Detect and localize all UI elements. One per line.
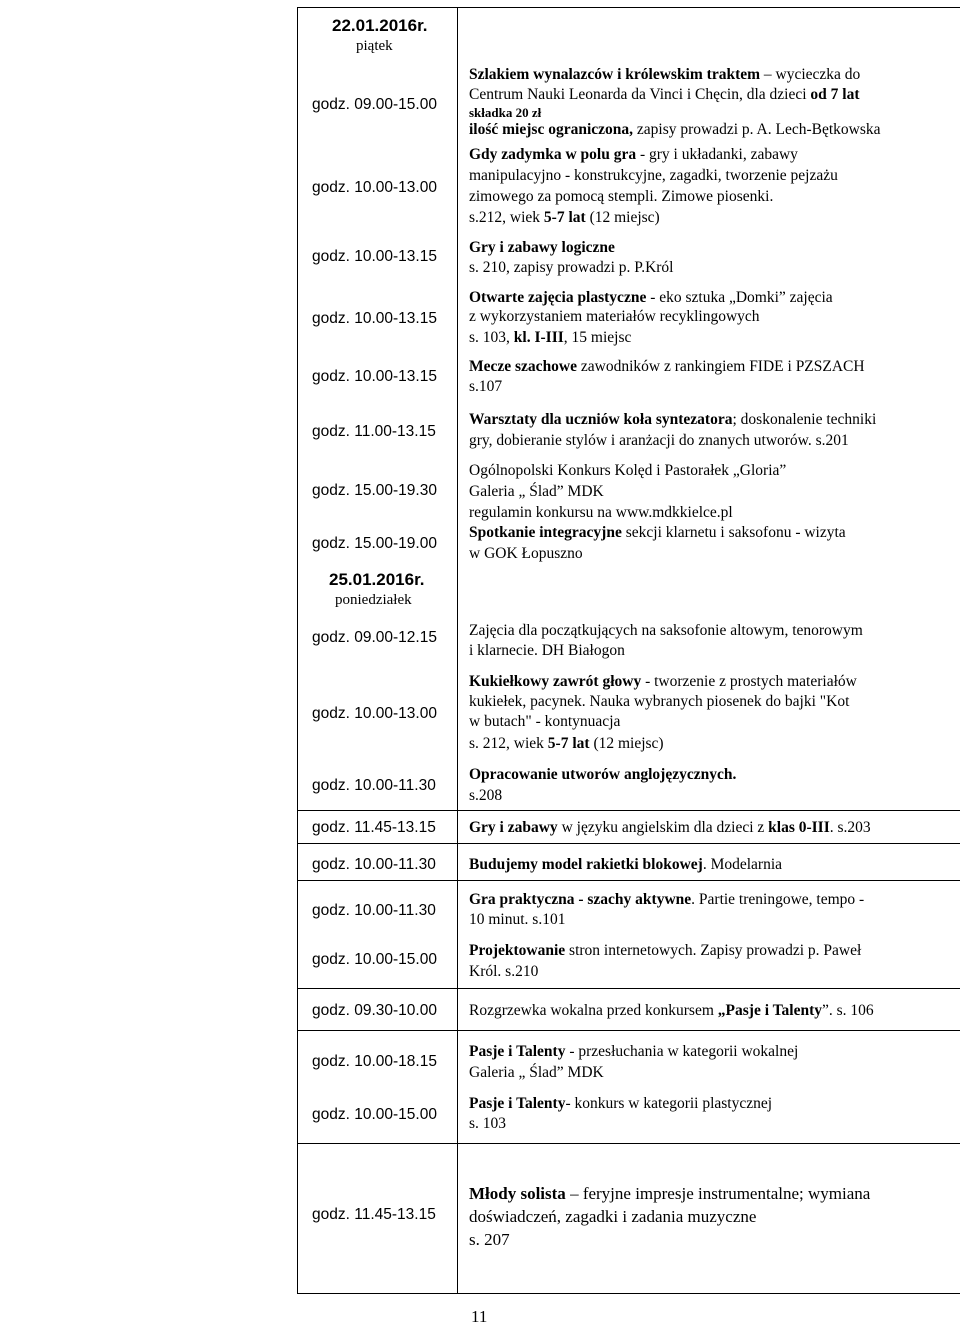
table-border-top [297, 7, 960, 8]
event-line: Gry i zabawy w języku angielskim dla dzieci z klas 0-III. s.203 [469, 819, 871, 836]
event-line: Mecze szachowe zawodników z rankingiem FIDE i PZSZACH [469, 358, 865, 375]
event-line: Pasje i Talenty- konkurs w kategorii plastycznej [469, 1095, 773, 1112]
row-divider [297, 880, 960, 881]
event-line: Ogólnopolski Konkurs Kolęd i Pastorałek „Gloria” [469, 462, 787, 479]
event-line: s. 212, wiek 5-7 lat (12 miejsc) [469, 735, 664, 752]
event-line: Pasje i Talenty - przesłuchania w kategorii wokalnej [469, 1043, 799, 1060]
event-line: Gry i zabawy logiczne [469, 239, 615, 256]
event-time: godz. 10.00-13.15 [312, 368, 437, 385]
event-line: ilość miejsc ograniczona, zapisy prowadzi p. A. Lech-Bętkowska [469, 121, 881, 138]
table-divider [457, 7, 458, 1294]
event-time: godz. 10.00-11.30 [312, 856, 436, 873]
event-line: w GOK Łopuszno [469, 545, 583, 562]
event-line: Galeria „ Ślad” MDK [469, 483, 604, 500]
event-line: w butach" - kontynuacja [469, 713, 621, 730]
event-line: kukiełek, pacynek. Nauka wybranych piosenek do bajki "Kot [469, 693, 850, 710]
event-time: godz. 10.00-13.15 [312, 248, 437, 265]
event-line: Otwarte zajęcia plastyczne - eko sztuka „Domki” zajęcia [469, 289, 833, 306]
event-time: godz. 15.00-19.00 [312, 535, 437, 552]
event-time: godz. 10.00-11.30 [312, 902, 436, 919]
event-line: Zajęcia dla początkujących na saksofonie altowym, tenorowym [469, 622, 863, 639]
day-weekday: piątek [356, 38, 393, 54]
event-time: godz. 09.00-15.00 [312, 96, 437, 113]
event-time: godz. 11.00-13.15 [312, 423, 436, 440]
event-line: Kukiełkowy zawrót głowy - tworzenie z prostych materiałów [469, 673, 857, 690]
event-time: godz. 15.00-19.30 [312, 482, 437, 499]
table-border-left [297, 7, 298, 1294]
event-time: godz. 11.45-13.15 [312, 819, 436, 836]
event-line: regulamin konkursu na www.mdkkielce.pl [469, 504, 733, 521]
event-line: Szlakiem wynalazców i królewskim traktem – wycieczka do [469, 66, 861, 83]
event-line: Galeria „ Ślad” MDK [469, 1064, 604, 1081]
event-line: gry, dobieranie stylów i aranżacji do znanych utworów. s.201 [469, 432, 849, 449]
event-line: Gdy zadymka w polu gra - gry i układanki, zabawy [469, 146, 798, 163]
event-line: s.208 [469, 787, 503, 804]
table-border-bottom [297, 1293, 960, 1294]
event-time: godz. 10.00-13.00 [312, 705, 437, 722]
row-divider [297, 810, 960, 811]
day-weekday: poniedziałek [335, 592, 412, 608]
event-line: Młody solista – feryjne impresje instrumentalne; wymiana [469, 1184, 871, 1203]
event-line: 10 minut. s.101 [469, 911, 566, 928]
event-time: godz. 09.30-10.00 [312, 1002, 437, 1019]
row-divider [297, 1143, 960, 1144]
event-line: Opracowanie utworów anglojęzycznych. [469, 766, 737, 783]
event-time: godz. 10.00-11.30 [312, 777, 436, 794]
event-time: godz. 10.00-15.00 [312, 1106, 437, 1123]
event-line: Budujemy model rakietki blokowej. Modelarnia [469, 856, 783, 873]
event-line: s.107 [469, 378, 503, 395]
row-divider [297, 843, 960, 844]
event-line: manipulacyjno - konstrukcyjne, zagadki, tworzenie pejzażu [469, 167, 838, 184]
event-line: Spotkanie integracyjne sekcji klarnetu i saksofonu - wizyta [469, 524, 846, 541]
event-line: Gra praktyczna - szachy aktywne. Partie treningowe, tempo - [469, 891, 865, 908]
event-line: doświadczeń, zagadki i zadania muzyczne [469, 1207, 757, 1226]
event-line: Projektowanie stron internetowych. Zapisy prowadzi p. Paweł [469, 942, 862, 959]
event-line: Król. s.210 [469, 963, 539, 980]
event-time: godz. 10.00-15.00 [312, 951, 437, 968]
event-time: godz. 11.45-13.15 [312, 1206, 436, 1223]
page-number: 11 [471, 1307, 488, 1326]
event-time: godz. 10.00-18.15 [312, 1053, 437, 1070]
event-time: godz. 10.00-13.15 [312, 310, 437, 327]
event-line: s. 103, kl. I-III, 15 miejsc [469, 329, 632, 346]
event-time: godz. 09.00-12.15 [312, 629, 437, 646]
event-line: s. 210, zapisy prowadzi p. P.Król [469, 259, 674, 276]
day-date: 25.01.2016r. [329, 570, 425, 589]
event-line: Rozgrzewka wokalna przed konkursem „Pasje i Talenty”. s. 106 [469, 1002, 874, 1019]
event-line: Warsztaty dla uczniów koła syntezatora; doskonalenie techniki [469, 411, 877, 428]
event-time: godz. 10.00-13.00 [312, 179, 437, 196]
row-divider [297, 988, 960, 989]
event-line: i klarnecie. DH Białogon [469, 642, 625, 659]
event-line: zimowego za pomocą stempli. Zimowe piosenki. [469, 188, 774, 205]
event-line: s.212, wiek 5-7 lat (12 miejsc) [469, 209, 660, 226]
row-divider [297, 1030, 960, 1031]
event-line: składka 20 zł [469, 105, 542, 120]
day-date: 22.01.2016r. [332, 16, 428, 35]
event-line: z wykorzystaniem materiałów recyklingowych [469, 308, 760, 325]
event-line: s. 207 [469, 1230, 510, 1249]
event-line: s. 103 [469, 1115, 507, 1132]
event-line: Centrum Nauki Leonarda da Vinci i Chęcin, dla dzieci od 7 lat [469, 86, 860, 103]
